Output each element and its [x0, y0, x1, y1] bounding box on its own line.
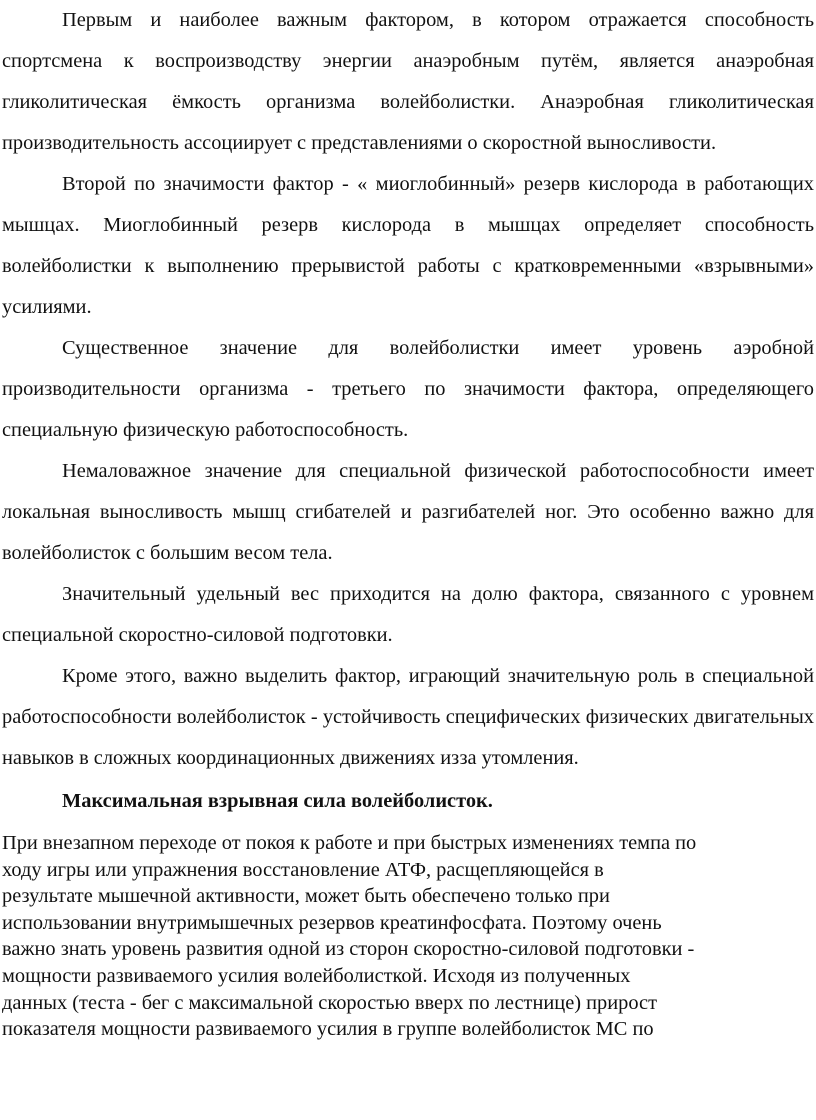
closing-paragraph — [2, 830, 814, 1043]
closing-line: показателя мощности развиваемого усилия в группе волейболисток МС по — [2, 1018, 654, 1041]
closing-line: ходу игры или упражнения восстановление АТФ, расщепляющейся в — [2, 858, 604, 881]
paragraph-aerobic-performance: Существенное значение для волейболистки имеет уровень аэробной производительности организма - третьего по значимости фактора, определяющего специальную физическую работоспособность. — [2, 337, 814, 441]
paragraph-myoglobin-reserve: Второй по значимости фактор - « миоглобинный» резерв кислорода в работающих мышцах. Миоглобинный резерв кислорода в мышцах определяет способность волейболистки к выполнению прерывистой работы с кратковременными «взрывными» усилиями. — [2, 173, 814, 318]
closing-line: данных (теста - бег с максимальной скоростью вверх по лестнице) прирост — [2, 991, 658, 1014]
closing-line: использовании внутримышечных резервов креатинфосфата. Поэтому очень — [2, 911, 662, 934]
paragraph-local-endurance: Немаловажное значение для специальной физической работоспособности имеет локальная выносливость мышц сгибателей и разгибателей ног. Это особенно важно для волейболисток с большим весом тела. — [2, 460, 814, 564]
closing-line: важно знать уровень развития одной из сторон скоростно-силовой подготовки - — [2, 938, 695, 961]
paragraph-speed-strength: Значительный удельный вес приходится на долю фактора, связанного с уровнем специальной скоростно-силовой подготовки. — [2, 583, 814, 646]
section-heading: Максимальная взрывная сила волейболисток. — [62, 790, 493, 812]
closing-line: результате мышечной активности, может быть обеспечено только при — [2, 885, 610, 908]
paragraph-motor-skill-stability: Кроме этого, важно выделить фактор, играющий значительную роль в специальной работоспособности волейболисток - устойчивость специфических физических двигательных навыков в сложных координационных движениях изза утомления. — [2, 665, 814, 769]
closing-line: При внезапном переходе от покоя к работе и при быстрых изменениях темпа по — [2, 832, 697, 854]
paragraph-anaerobic-capacity: Первым и наиболее важным фактором, в котором отражается способность спортсмена к воспроизводству энергии анаэробным путём, является анаэробная гликолитическая ёмкость организма волейболистки. Анаэробная гликолитическая производительность ассоциирует с представлениями о скоростной выносливости. — [2, 9, 814, 154]
closing-line: мощности развиваемого усилия волейболисткой. Исходя из полученных — [2, 964, 631, 987]
